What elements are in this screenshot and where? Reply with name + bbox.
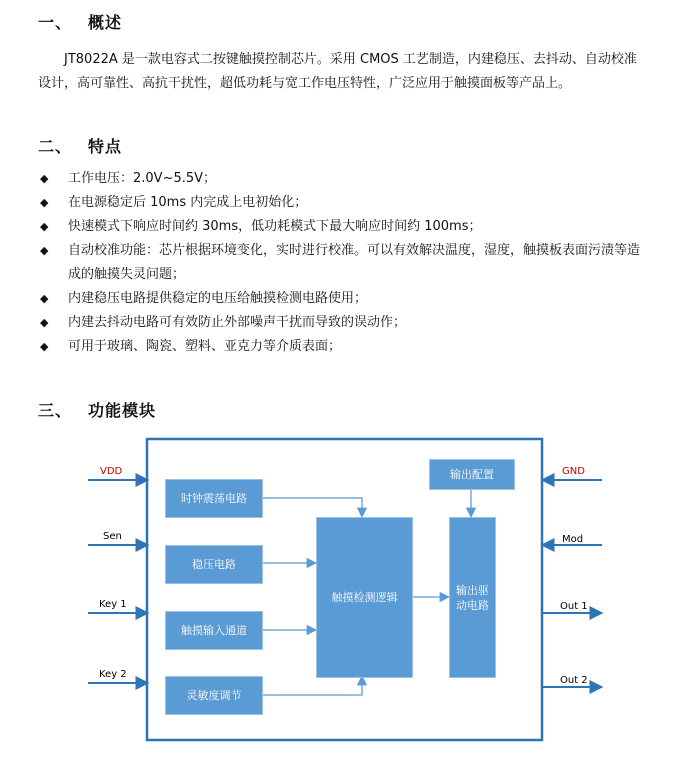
pin-label-gnd: GND [562, 466, 585, 477]
section-1-number: 一、 [38, 13, 73, 32]
pin-label-out2: Out 2 [560, 675, 588, 686]
section-1-title: 概述 [88, 13, 123, 32]
bullet-diamond-icon: ◆ [40, 316, 49, 329]
bullet-diamond-icon: ◆ [40, 244, 49, 257]
bullet-diamond-icon: ◆ [40, 196, 49, 209]
block-sensitivity-adjust: 灵敏度调节 [165, 676, 263, 715]
pin-label-vdd: VDD [100, 466, 123, 477]
section-3-number: 三、 [38, 401, 73, 420]
bullet-diamond-icon: ◆ [40, 220, 49, 233]
pin-label-sen: Sen [103, 531, 122, 542]
output-drive-line-2: 动电路 [456, 598, 489, 612]
feature-item: ◆ 自动校准功能：芯片根据环境变化，实时进行校准。可以有效解决温度，湿度，触摸板表面污渍等造 [38, 239, 688, 263]
feature-item: ◆ 内建稳压电路提供稳定的电压给触摸检测电路使用； [38, 287, 688, 311]
feature-item: ◆ 快速模式下响应时间约 30ms，低功耗模式下最大响应时间约 100ms； [38, 215, 688, 239]
block-output-drive [449, 517, 496, 678]
bullet-diamond-icon: ◆ [40, 172, 49, 185]
output-drive-line-1: 输出驱 [456, 583, 489, 597]
block-clock-oscillator: 时钟震荡电路 [165, 479, 263, 518]
pin-label-key2: Key 2 [99, 669, 127, 680]
overview-line-1: JT8022A 是一款电容式二按键触摸控制芯片。采用 CMOS 工艺制造，内建稳压、去抖动、自动校准 [64, 52, 637, 67]
pin-label-mod: Mod [562, 534, 584, 545]
section-3-title: 功能模块 [88, 401, 157, 420]
block-voltage-regulator: 稳压电路 [165, 545, 263, 584]
feature-item: ◆ 可用于玻璃、陶瓷、塑料、亚克力等介质表面； [38, 335, 688, 359]
block-touch-input-channel: 触摸输入通道 [165, 611, 263, 650]
pin-label-key1: Key 1 [99, 599, 127, 610]
section-2-number: 二、 [38, 137, 73, 156]
feature-item: ◆ 内建去抖动电路可有效防止外部噪声干扰而导致的误动作； [38, 311, 688, 335]
bullet-diamond-icon: ◆ [40, 340, 49, 353]
connector-clock-to-logic [261, 498, 362, 517]
feature-item: ◆ 工作电压：2.0V~5.5V； [38, 167, 688, 191]
feature-item: ◆ 在电源稳定后 10ms 内完成上电初始化； [38, 191, 688, 215]
connector-sensitivity-to-logic [261, 676, 362, 695]
feature-item-continuation: 成的触摸失灵问题； [68, 267, 186, 282]
bullet-diamond-icon: ◆ [40, 292, 49, 305]
block-output-config: 输出配置 [429, 459, 515, 490]
overview-line-2: 设计，高可靠性、高抗干扰性，超低功耗与宽工作电压特性，广泛应用于触摸面板等产品上。 [38, 76, 572, 91]
pin-label-out1: Out 1 [560, 601, 588, 612]
section-2-title: 特点 [88, 137, 123, 156]
block-touch-detect-logic: 触摸检测逻辑 [316, 517, 413, 678]
